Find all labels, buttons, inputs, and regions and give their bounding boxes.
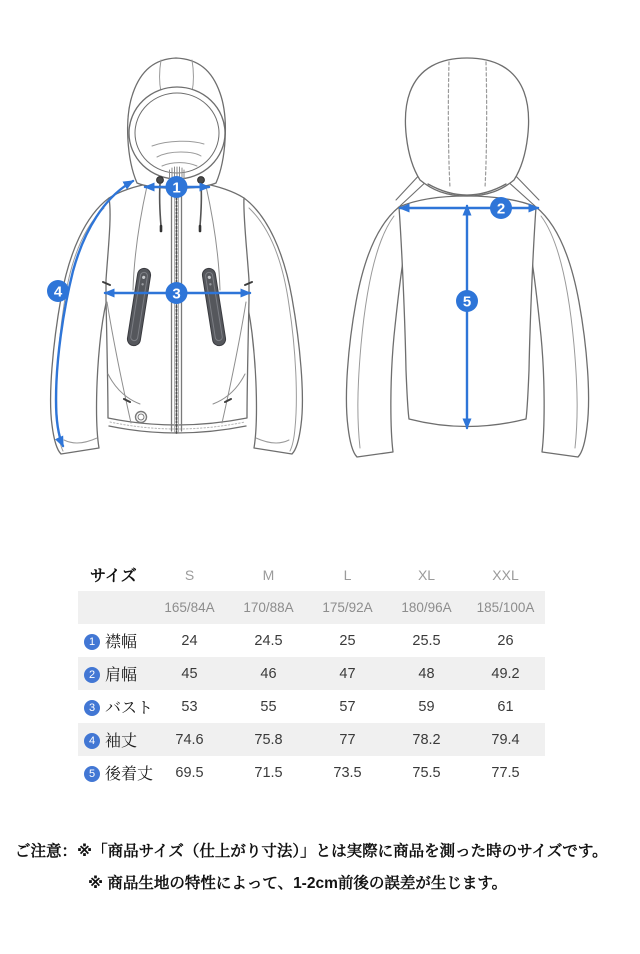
row-label-bust [78, 690, 154, 723]
marker-3 [166, 282, 188, 304]
cell-value: 48 [418, 665, 435, 682]
row-badge-3: 3 [84, 700, 100, 716]
cell-value: 79.4 [491, 731, 520, 748]
row-badge-5: 5 [84, 766, 100, 782]
marker-2 [490, 197, 512, 219]
cell-value: 26 [497, 632, 514, 649]
table-row-back-length [78, 756, 545, 789]
row-label-text: 袖丈 [105, 733, 138, 750]
cell-value: 74.6 [175, 731, 204, 748]
table-row-collar-width [78, 624, 545, 657]
marker-1-number: 1 [172, 179, 181, 197]
row-badge-2: 2 [84, 667, 100, 683]
back-sleeve-left [346, 207, 407, 457]
cell-value: 75.5 [412, 764, 441, 781]
height-spec-xl: 180/96A [401, 600, 452, 615]
cell-value: 24.5 [254, 632, 283, 649]
height-spec-s: 165/84A [164, 600, 215, 615]
cell-value: 25.5 [412, 632, 441, 649]
caution-note-line2: ※ 商品生地の特性によって、1-2cm前後の誤差が生じます。 [88, 875, 508, 892]
cell-value: 25 [339, 632, 356, 649]
cell-value: 77.5 [491, 764, 520, 781]
height-spec-empty-cell [78, 591, 150, 624]
back-sleeve-right [528, 207, 589, 457]
front-face-opening [129, 87, 225, 179]
row-badge-4: 4 [84, 733, 100, 749]
height-spec-m: 170/88A [243, 600, 294, 615]
front-body [106, 184, 249, 425]
size-table-corner-label: サイズ [90, 568, 137, 585]
row-label-back-length [78, 756, 154, 789]
row-label-text: バスト [105, 700, 154, 717]
table-row-bust [78, 690, 545, 723]
front-view [51, 58, 303, 454]
row-badge-1: 1 [84, 634, 100, 650]
row-label-shoulder-width [78, 657, 150, 690]
row-label-text: 襟幅 [105, 634, 138, 651]
cell-value: 45 [181, 665, 198, 682]
cell-value: 53 [181, 698, 198, 715]
cell-value: 24 [181, 632, 198, 649]
size-col-xl: XL [417, 566, 436, 583]
marker-4-number: 4 [53, 283, 63, 301]
cell-value: 77 [339, 731, 356, 748]
cell-value: 78.2 [412, 731, 441, 748]
row-label-text: 肩幅 [105, 667, 138, 684]
back-hood [405, 58, 528, 196]
marker-4 [47, 280, 69, 302]
size-table [78, 558, 545, 789]
row-label-sleeve-length [78, 723, 150, 756]
cell-value: 46 [260, 665, 277, 682]
cell-value: 73.5 [333, 764, 362, 781]
size-col-xxl: XXL [492, 566, 519, 583]
row-label-collar-width [78, 624, 150, 657]
caution-notes [15, 836, 639, 900]
height-spec-l: 175/92A [322, 600, 373, 615]
size-col-s: S [184, 566, 195, 583]
cell-value: 49.2 [491, 665, 520, 682]
marker-5 [456, 290, 478, 312]
size-table-header-row [78, 558, 545, 591]
row-label-text: 後着丈 [105, 766, 154, 783]
cell-value: 55 [260, 698, 277, 715]
size-col-l: L [343, 566, 352, 583]
cell-value: 57 [339, 698, 356, 715]
cell-value: 75.8 [254, 731, 283, 748]
marker-1 [166, 176, 188, 198]
table-row-shoulder-width [78, 657, 545, 690]
cell-value: 47 [339, 665, 356, 682]
caution-note-line1: ご注意：※「商品サイズ（仕上がり寸法）」とは実際に商品を測った時のサイズです。 [15, 843, 608, 860]
height-spec-row [78, 591, 545, 624]
cell-value: 69.5 [175, 764, 204, 781]
height-spec-xxl: 185/100A [476, 600, 535, 615]
cell-value: 61 [497, 698, 514, 715]
cell-value: 71.5 [254, 764, 283, 781]
marker-5-number: 5 [462, 293, 472, 311]
table-row-sleeve-length [78, 723, 545, 756]
marker-3-number: 3 [172, 285, 181, 303]
cell-value: 59 [418, 698, 435, 715]
marker-2-number: 2 [496, 200, 506, 218]
size-col-m: M [262, 566, 275, 583]
front-grommet [136, 412, 147, 423]
